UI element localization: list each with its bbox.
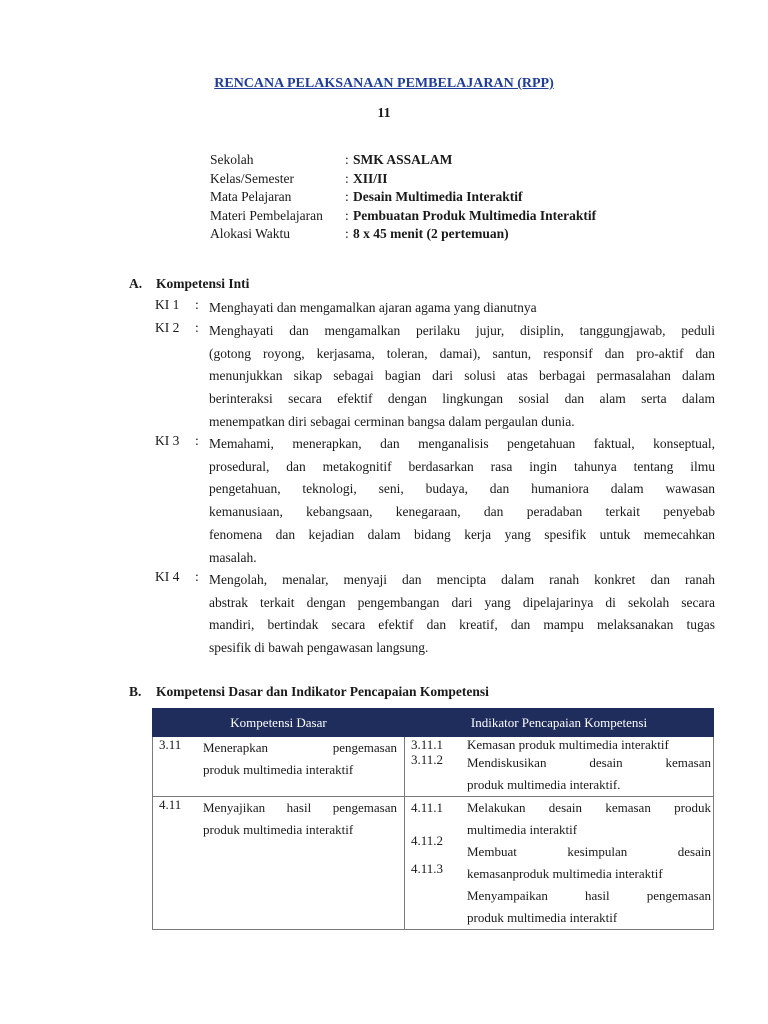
indicator-cell	[405, 797, 714, 930]
info-value: Desain Multimedia Interaktif	[353, 189, 523, 204]
ki-item: KI 2 : Menghayati dan mengamalkan perilaku jujur, disiplin, tanggungjawab, peduli (gotong royong, kerjasama, toleran, damai), santun, responsif dan pro-aktif dan menunjukkan sikap sebagai bagian dari solusi atas berbagai permasalahan dalam berinteraksi secara efektif dengan lingkungan sosial dan alam serta dalam menempatkan diri sebagai cerminan bangsa dalam pergaulan dunia.	[155, 320, 715, 434]
section-title: Kompetensi Inti	[156, 276, 250, 291]
ki-code: KI 3	[155, 433, 180, 448]
info-label: Alokasi Waktu	[210, 226, 291, 241]
indicator-codes: 4.11.1 4.11.2 4.11.3	[411, 800, 444, 876]
ki-text: Menghayati dan mengamalkan ajaran agama yang dianutnya	[209, 300, 537, 315]
kd-code: 4.11	[159, 797, 182, 812]
ki-text: Mengolah, menalar, menyaji dan mencipta dalam ranah konkret dan ranah abstrak terkait dengan pengembangan dari yang dipelajarinya di sekolah secara mandiri, bertindak secara efektif dan kreatif, dan mampu melaksanakan tugas spesifik di bawah pengawasan langsung.	[209, 572, 715, 656]
table-row	[153, 737, 714, 797]
ki-item: KI 3 : Memahami, menerapkan, dan menganalisis pengetahuan faktual, konseptual, prosedural, dan metakognitif berdasarkan rasa ingin tahunya tentang ilmu pengetahuan, teknologi, seni, budaya, dan humaniora dalam wawasan kemanusiaan, kebangsaan, kenegaraan, dan peradaban terkait penyebab fenomena dan kejadian dalam bidang kerja yang spesifik untuk memecahkan masalah.	[155, 433, 715, 570]
document-number: 11	[377, 106, 391, 121]
table-row	[153, 797, 714, 930]
info-block	[210, 151, 596, 244]
section-b-heading	[129, 684, 489, 700]
kd-code: 3.11	[159, 737, 182, 752]
document-title: RENCANA PELAKSANAAN PEMBELAJARAN (RPP)	[214, 76, 554, 91]
info-value: 8 x 45 menit (2 pertemuan)	[353, 226, 509, 241]
table-header-row	[153, 709, 714, 737]
info-label: Sekolah	[210, 152, 254, 167]
ki-code: KI 4	[155, 569, 180, 584]
info-row-time: Alokasi Waktu : 8 x 45 menit (2 pertemuan)	[210, 225, 596, 244]
info-value: Pembuatan Produk Multimedia Interaktif	[353, 207, 597, 223]
table-header-cell: Indikator Pencapaian Kompetensi	[405, 709, 714, 737]
ki-code: KI 1	[155, 297, 180, 312]
indicator-texts: Melakukan desain kemasan produk multimedia interaktif Membuat kesimpulan desain kemasanproduk multimedia interaktif Menyampaikan hasil pengemasan produk multimedia interaktif	[467, 800, 711, 925]
info-value: SMK ASSALAM	[353, 152, 453, 167]
info-row-material: Materi Pembelajaran : Pembuatan Produk Multimedia Interaktif	[210, 207, 596, 226]
info-value: XII/II	[353, 170, 388, 186]
kd-cell	[153, 737, 405, 797]
competency-table	[152, 708, 714, 930]
indicator-codes: 3.11.1 3.11.2	[411, 737, 444, 767]
section-letter: B.	[129, 684, 142, 699]
section-title: Kompetensi Dasar dan Indikator Pencapaian Kompetensi	[156, 684, 489, 699]
table-header-cell: Kompetensi Dasar	[153, 709, 405, 737]
section-a-heading	[129, 276, 249, 292]
info-row-school: Sekolah : SMK ASSALAM	[210, 151, 596, 170]
ki-item: KI 1 : Menghayati dan mengamalkan ajaran agama yang dianutnya	[155, 297, 715, 320]
ki-code: KI 2	[155, 320, 180, 335]
info-label: Kelas/Semester	[210, 170, 294, 186]
ki-text: Menghayati dan mengamalkan perilaku jujur, disiplin, tanggungjawab, peduli (gotong royong, kerjasama, toleran, damai), santun, responsif dan pro-aktif dan menunjukkan sikap sebagai bagian dari solusi atas berbagai permasalahan dalam berinteraksi secara efektif dengan lingkungan sosial dan alam serta dalam menempatkan diri sebagai cerminan bangsa dalam pergaulan dunia.	[209, 323, 715, 429]
kd-description: Menerapkan pengemasan produk multimedia interaktif	[203, 740, 397, 777]
ki-item: KI 4 : Mengolah, menalar, menyaji dan mencipta dalam ranah konkret dan ranah abstrak terkait dengan pengembangan dari yang dipelajarinya di sekolah secara mandiri, bertindak secara efektif dan kreatif, dan mampu melaksanakan tugas spesifik di bawah pengawasan langsung.	[155, 569, 715, 661]
kd-cell	[153, 797, 405, 930]
indicator-texts: Kemasan produk multimedia interaktif Mendiskusikan desain kemasan produk multimedia interaktif.	[467, 737, 711, 792]
info-row-subject: Mata Pelajaran : Desain Multimedia Interaktif	[210, 188, 596, 207]
indicator-cell	[405, 737, 714, 797]
kd-description: Menyajikan hasil pengemasan produk multimedia interaktif	[203, 800, 397, 837]
info-row-class: Kelas/Semester : XII/II	[210, 170, 596, 189]
info-label: Mata Pelajaran	[210, 189, 292, 204]
ki-text: Memahami, menerapkan, dan menganalisis pengetahuan faktual, konseptual, prosedural, dan metakognitif berdasarkan rasa ingin tahunya tentang ilmu pengetahuan, teknologi, seni, budaya, dan humaniora dalam wawasan kemanusiaan, kebangsaan, kenegaraan, dan peradaban terkait penyebab fenomena dan kejadian dalam bidang kerja yang spesifik untuk memecahkan masalah.	[209, 436, 715, 565]
section-letter: A.	[129, 276, 143, 291]
info-label: Materi Pembelajaran	[210, 207, 323, 223]
